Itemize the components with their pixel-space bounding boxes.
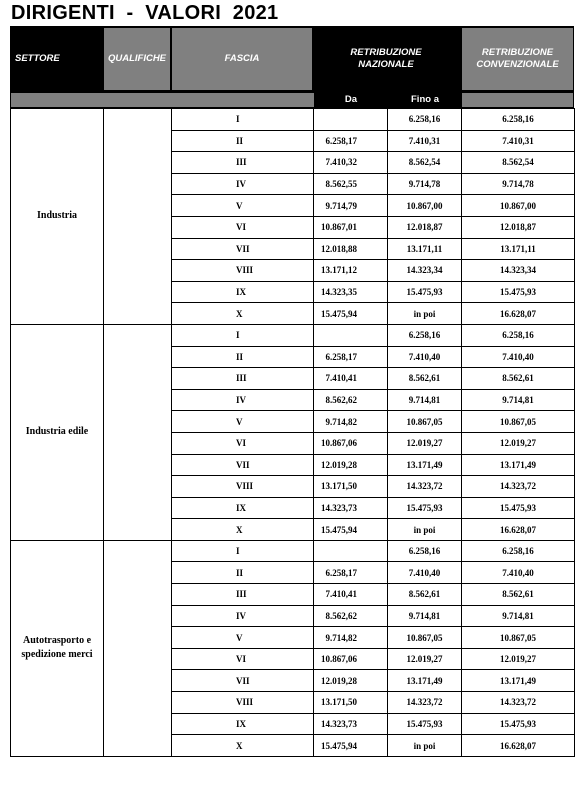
fascia-cell: VI <box>172 216 314 238</box>
fino-a-cell: 6.258,16 <box>388 109 462 131</box>
header-retribuzione-nazionale: RETRIBUZIONE NAZIONALE <box>350 47 422 70</box>
fino-a-cell: 14.323,72 <box>388 692 462 714</box>
fascia-cell: I <box>172 324 314 346</box>
fascia-cell: IV <box>172 605 314 627</box>
retribuzione-convenzionale-cell: 7.410,31 <box>462 130 575 152</box>
qualifiche-cell <box>104 109 172 325</box>
fino-a-cell: 12.019,27 <box>388 648 462 670</box>
da-cell <box>314 324 388 346</box>
fascia-cell: II <box>172 130 314 152</box>
retribuzione-convenzionale-cell: 6.258,16 <box>462 324 575 346</box>
fino-a-cell: in poi <box>388 519 462 541</box>
salary-table <box>10 108 575 757</box>
da-cell: 8.562,62 <box>314 389 388 411</box>
fascia-cell: X <box>172 735 314 757</box>
header-fascia: FASCIA <box>172 28 312 90</box>
retribuzione-convenzionale-cell: 13.171,49 <box>462 454 575 476</box>
fascia-cell: VI <box>172 432 314 454</box>
table-header <box>10 26 574 92</box>
retribuzione-convenzionale-cell: 8.562,54 <box>462 152 575 174</box>
da-cell: 15.475,94 <box>314 519 388 541</box>
retribuzione-convenzionale-cell: 15.475,93 <box>462 281 575 303</box>
da-cell: 15.475,94 <box>314 735 388 757</box>
fascia-cell: I <box>172 540 314 562</box>
da-cell: 7.410,41 <box>314 584 388 606</box>
fascia-cell: III <box>172 584 314 606</box>
fino-a-cell: 6.258,16 <box>388 324 462 346</box>
fino-a-cell: 8.562,61 <box>388 584 462 606</box>
qualifiche-cell <box>104 324 172 540</box>
fascia-cell: V <box>172 195 314 217</box>
subheader-da: Da <box>314 93 388 107</box>
fino-a-cell: 10.867,05 <box>388 411 462 433</box>
da-cell: 12.019,28 <box>314 454 388 476</box>
da-cell <box>314 540 388 562</box>
da-cell: 7.410,32 <box>314 152 388 174</box>
retribuzione-convenzionale-cell: 12.018,87 <box>462 216 575 238</box>
da-cell: 9.714,82 <box>314 411 388 433</box>
retribuzione-convenzionale-cell: 7.410,40 <box>462 346 575 368</box>
retribuzione-convenzionale-cell: 10.867,05 <box>462 627 575 649</box>
fascia-cell: VII <box>172 454 314 476</box>
fino-a-cell: 14.323,72 <box>388 476 462 498</box>
retribuzione-convenzionale-cell: 9.714,81 <box>462 389 575 411</box>
retribuzione-convenzionale-cell: 16.628,07 <box>462 519 575 541</box>
fino-a-cell: 7.410,31 <box>388 130 462 152</box>
retribuzione-convenzionale-cell: 9.714,78 <box>462 173 575 195</box>
fino-a-cell: 7.410,40 <box>388 346 462 368</box>
da-cell: 15.475,94 <box>314 303 388 325</box>
fascia-cell: VI <box>172 648 314 670</box>
fascia-cell: VII <box>172 238 314 260</box>
da-cell: 6.258,17 <box>314 346 388 368</box>
retribuzione-convenzionale-cell: 16.628,07 <box>462 303 575 325</box>
retribuzione-convenzionale-cell: 13.171,11 <box>462 238 575 260</box>
retribuzione-convenzionale-cell: 6.258,16 <box>462 109 575 131</box>
retribuzione-convenzionale-cell: 9.714,81 <box>462 605 575 627</box>
fino-a-cell: 13.171,49 <box>388 670 462 692</box>
fascia-cell: X <box>172 519 314 541</box>
retribuzione-convenzionale-cell: 13.171,49 <box>462 670 575 692</box>
fascia-cell: III <box>172 152 314 174</box>
da-cell: 8.562,55 <box>314 173 388 195</box>
settore-cell: Industria edile <box>11 324 104 540</box>
fascia-cell: II <box>172 346 314 368</box>
fino-a-cell: 9.714,81 <box>388 605 462 627</box>
subheader-fino-a: Fino a <box>388 93 462 107</box>
header-retribuzione-convenzionale: RETRIBUZIONE CONVENZIONALE <box>462 28 573 90</box>
fino-a-cell: 7.410,40 <box>388 562 462 584</box>
da-cell <box>314 109 388 131</box>
fascia-cell: VII <box>172 670 314 692</box>
retribuzione-convenzionale-cell: 12.019,27 <box>462 432 575 454</box>
fino-a-cell: 9.714,78 <box>388 173 462 195</box>
da-cell: 13.171,12 <box>314 260 388 282</box>
fino-a-cell: 15.475,93 <box>388 713 462 735</box>
fino-a-cell: 13.171,49 <box>388 454 462 476</box>
da-cell: 14.323,73 <box>314 497 388 519</box>
fascia-cell: VIII <box>172 692 314 714</box>
retribuzione-convenzionale-cell: 16.628,07 <box>462 735 575 757</box>
fino-a-cell: 12.019,27 <box>388 432 462 454</box>
page-title: DIRIGENTI - VALORI 2021 <box>11 2 279 24</box>
qualifiche-cell <box>104 540 172 756</box>
retribuzione-convenzionale-cell: 15.475,93 <box>462 713 575 735</box>
retribuzione-convenzionale-cell: 6.258,16 <box>462 540 575 562</box>
da-cell: 6.258,17 <box>314 130 388 152</box>
fascia-cell: IX <box>172 281 314 303</box>
da-cell: 10.867,06 <box>314 432 388 454</box>
fino-a-cell: 12.018,87 <box>388 216 462 238</box>
da-cell: 9.714,82 <box>314 627 388 649</box>
fascia-cell: V <box>172 411 314 433</box>
fino-a-cell: in poi <box>388 303 462 325</box>
fascia-cell: IX <box>172 713 314 735</box>
header-settore: SETTORE <box>15 53 60 64</box>
da-cell: 14.323,35 <box>314 281 388 303</box>
table-subheader <box>10 92 574 108</box>
fino-a-cell: 15.475,93 <box>388 281 462 303</box>
retribuzione-convenzionale-cell: 10.867,05 <box>462 411 575 433</box>
table-row <box>11 540 575 562</box>
da-cell: 13.171,50 <box>314 692 388 714</box>
retribuzione-convenzionale-cell: 15.475,93 <box>462 497 575 519</box>
retribuzione-convenzionale-cell: 7.410,40 <box>462 562 575 584</box>
retribuzione-convenzionale-cell: 14.323,72 <box>462 692 575 714</box>
table-row <box>11 324 575 346</box>
fino-a-cell: 9.714,81 <box>388 389 462 411</box>
fino-a-cell: 8.562,54 <box>388 152 462 174</box>
retribuzione-convenzionale-cell: 10.867,00 <box>462 195 575 217</box>
retribuzione-convenzionale-cell: 14.323,34 <box>462 260 575 282</box>
fascia-cell: III <box>172 368 314 390</box>
da-cell: 12.018,88 <box>314 238 388 260</box>
retribuzione-convenzionale-cell: 8.562,61 <box>462 368 575 390</box>
da-cell: 7.410,41 <box>314 368 388 390</box>
fino-a-cell: 10.867,00 <box>388 195 462 217</box>
fascia-cell: V <box>172 627 314 649</box>
settore-cell: Industria <box>11 109 104 325</box>
fino-a-cell: 13.171,11 <box>388 238 462 260</box>
retribuzione-convenzionale-cell: 14.323,72 <box>462 476 575 498</box>
fascia-cell: IV <box>172 173 314 195</box>
fascia-cell: X <box>172 303 314 325</box>
da-cell: 12.019,28 <box>314 670 388 692</box>
fino-a-cell: 15.475,93 <box>388 497 462 519</box>
retribuzione-convenzionale-cell: 12.019,27 <box>462 648 575 670</box>
fascia-cell: VIII <box>172 260 314 282</box>
da-cell: 6.258,17 <box>314 562 388 584</box>
fino-a-cell: 14.323,34 <box>388 260 462 282</box>
da-cell: 9.714,79 <box>314 195 388 217</box>
da-cell: 8.562,62 <box>314 605 388 627</box>
fascia-cell: II <box>172 562 314 584</box>
fino-a-cell: 10.867,05 <box>388 627 462 649</box>
da-cell: 14.323,73 <box>314 713 388 735</box>
salary-table-body <box>11 109 575 757</box>
fino-a-cell: in poi <box>388 735 462 757</box>
settore-cell: Autotrasporto e spedizione merci <box>11 540 104 756</box>
da-cell: 13.171,50 <box>314 476 388 498</box>
da-cell: 10.867,06 <box>314 648 388 670</box>
fino-a-cell: 6.258,16 <box>388 540 462 562</box>
fascia-cell: I <box>172 109 314 131</box>
fino-a-cell: 8.562,61 <box>388 368 462 390</box>
header-qualifiche: QUALIFICHE <box>104 28 170 90</box>
da-cell: 10.867,01 <box>314 216 388 238</box>
fascia-cell: IV <box>172 389 314 411</box>
table-row <box>11 109 575 131</box>
fascia-cell: VIII <box>172 476 314 498</box>
retribuzione-convenzionale-cell: 8.562,61 <box>462 584 575 606</box>
fascia-cell: IX <box>172 497 314 519</box>
